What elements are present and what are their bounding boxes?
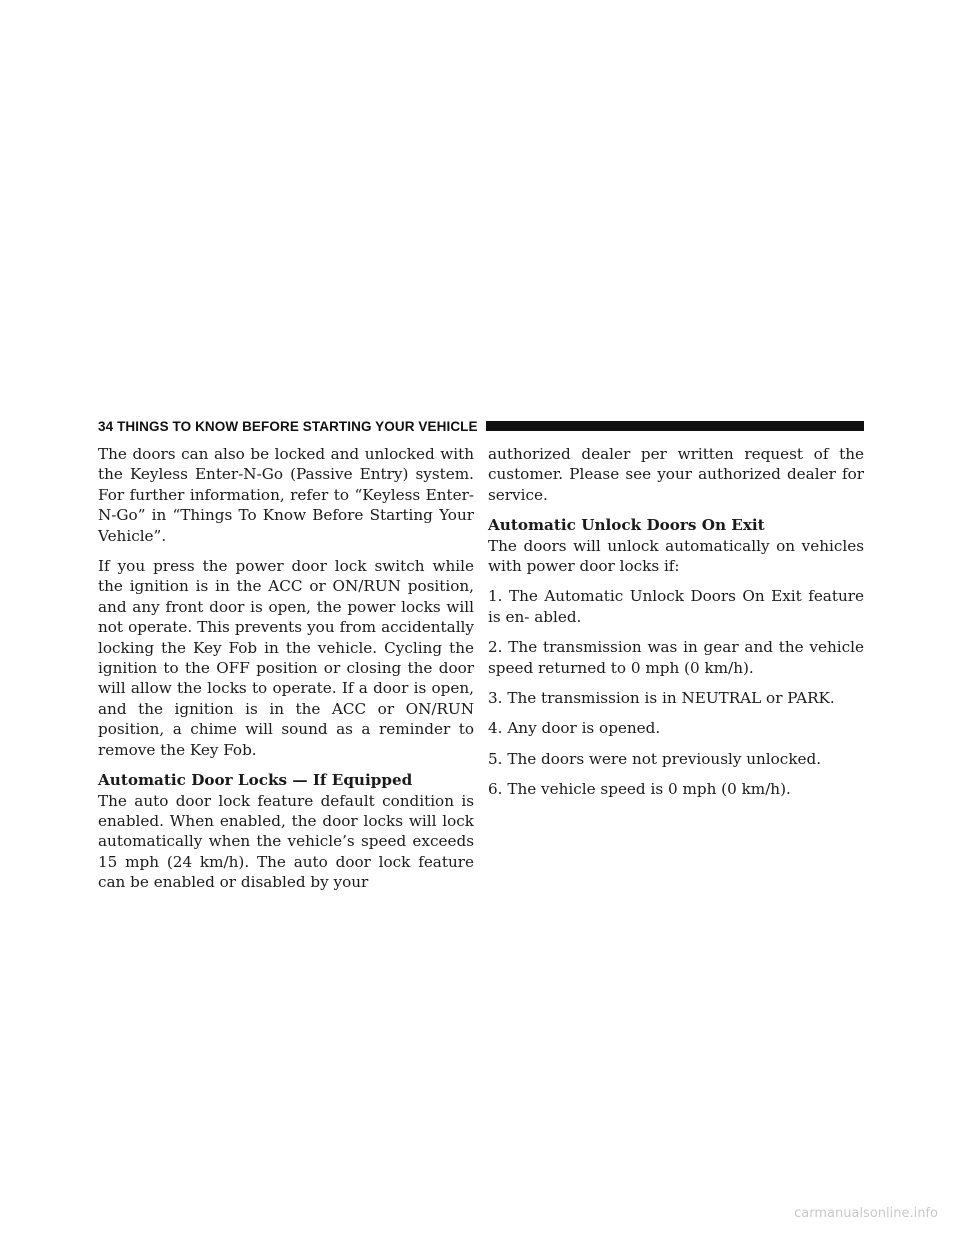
paragraph: The doors will unlock automatically on vehicles with power door locks if: [488,536,864,576]
list-item: 2. The transmission was in gear and the vehicle speed returned to 0 mph (0 km/h). [488,638,864,677]
right-column [488,444,864,810]
page-header [98,417,864,435]
list-item: 6. The vehicle speed is 0 mph (0 km/h). [488,780,791,799]
left-column [98,444,474,903]
section-heading: Automatic Door Locks — If Equipped [98,771,413,790]
paragraph: If you press the power door lock switch while the ignition is in the ACC or ON/RUN position, and any front door is open, the power locks will not operate. This prevents you from accidentally locking the Key Fob in the vehicle. Cycling the ignition to the OFF position or closing the door will allow the locks to operate. If a door is open, and the ignition is in the ACC or ON/RUN position, a chime will sound as a reminder to remove the Key Fob. [98,557,474,759]
paragraph: authorized dealer per written request of the customer. Please see your authorized dealer for service. [488,445,864,504]
paragraph: The auto door lock feature default condition is enabled. When enabled, the door locks will lock automatically when the vehicle’s speed exceeds 15 mph (24 km/h). The auto door lock feature can be enabled or disabled by your [98,791,474,892]
list-item: 5. The doors were not previously unlocked. [488,749,822,768]
watermark-text: carmanualsonline.info [794,1206,938,1221]
page-number-and-section-title: 34 THINGS TO KNOW BEFORE STARTING YOUR VEHICLE [98,418,478,434]
list-item: 3. The transmission is in NEUTRAL or PARK. [488,689,835,708]
list-item: 4. Any door is opened. [488,719,661,738]
section-heading: Automatic Unlock Doors On Exit [488,516,765,535]
paragraph: The doors can also be locked and unlocked with the Keyless Enter-N-Go (Passive Entry) system. For further information, refer to “Keyless Enter-N-Go” in “Things To Know Before Starting Your Vehicle”. [98,445,474,545]
list-item: 1. The Automatic Unlock Doors On Exit feature is en- abled. [488,587,864,626]
header-rule [486,421,864,431]
